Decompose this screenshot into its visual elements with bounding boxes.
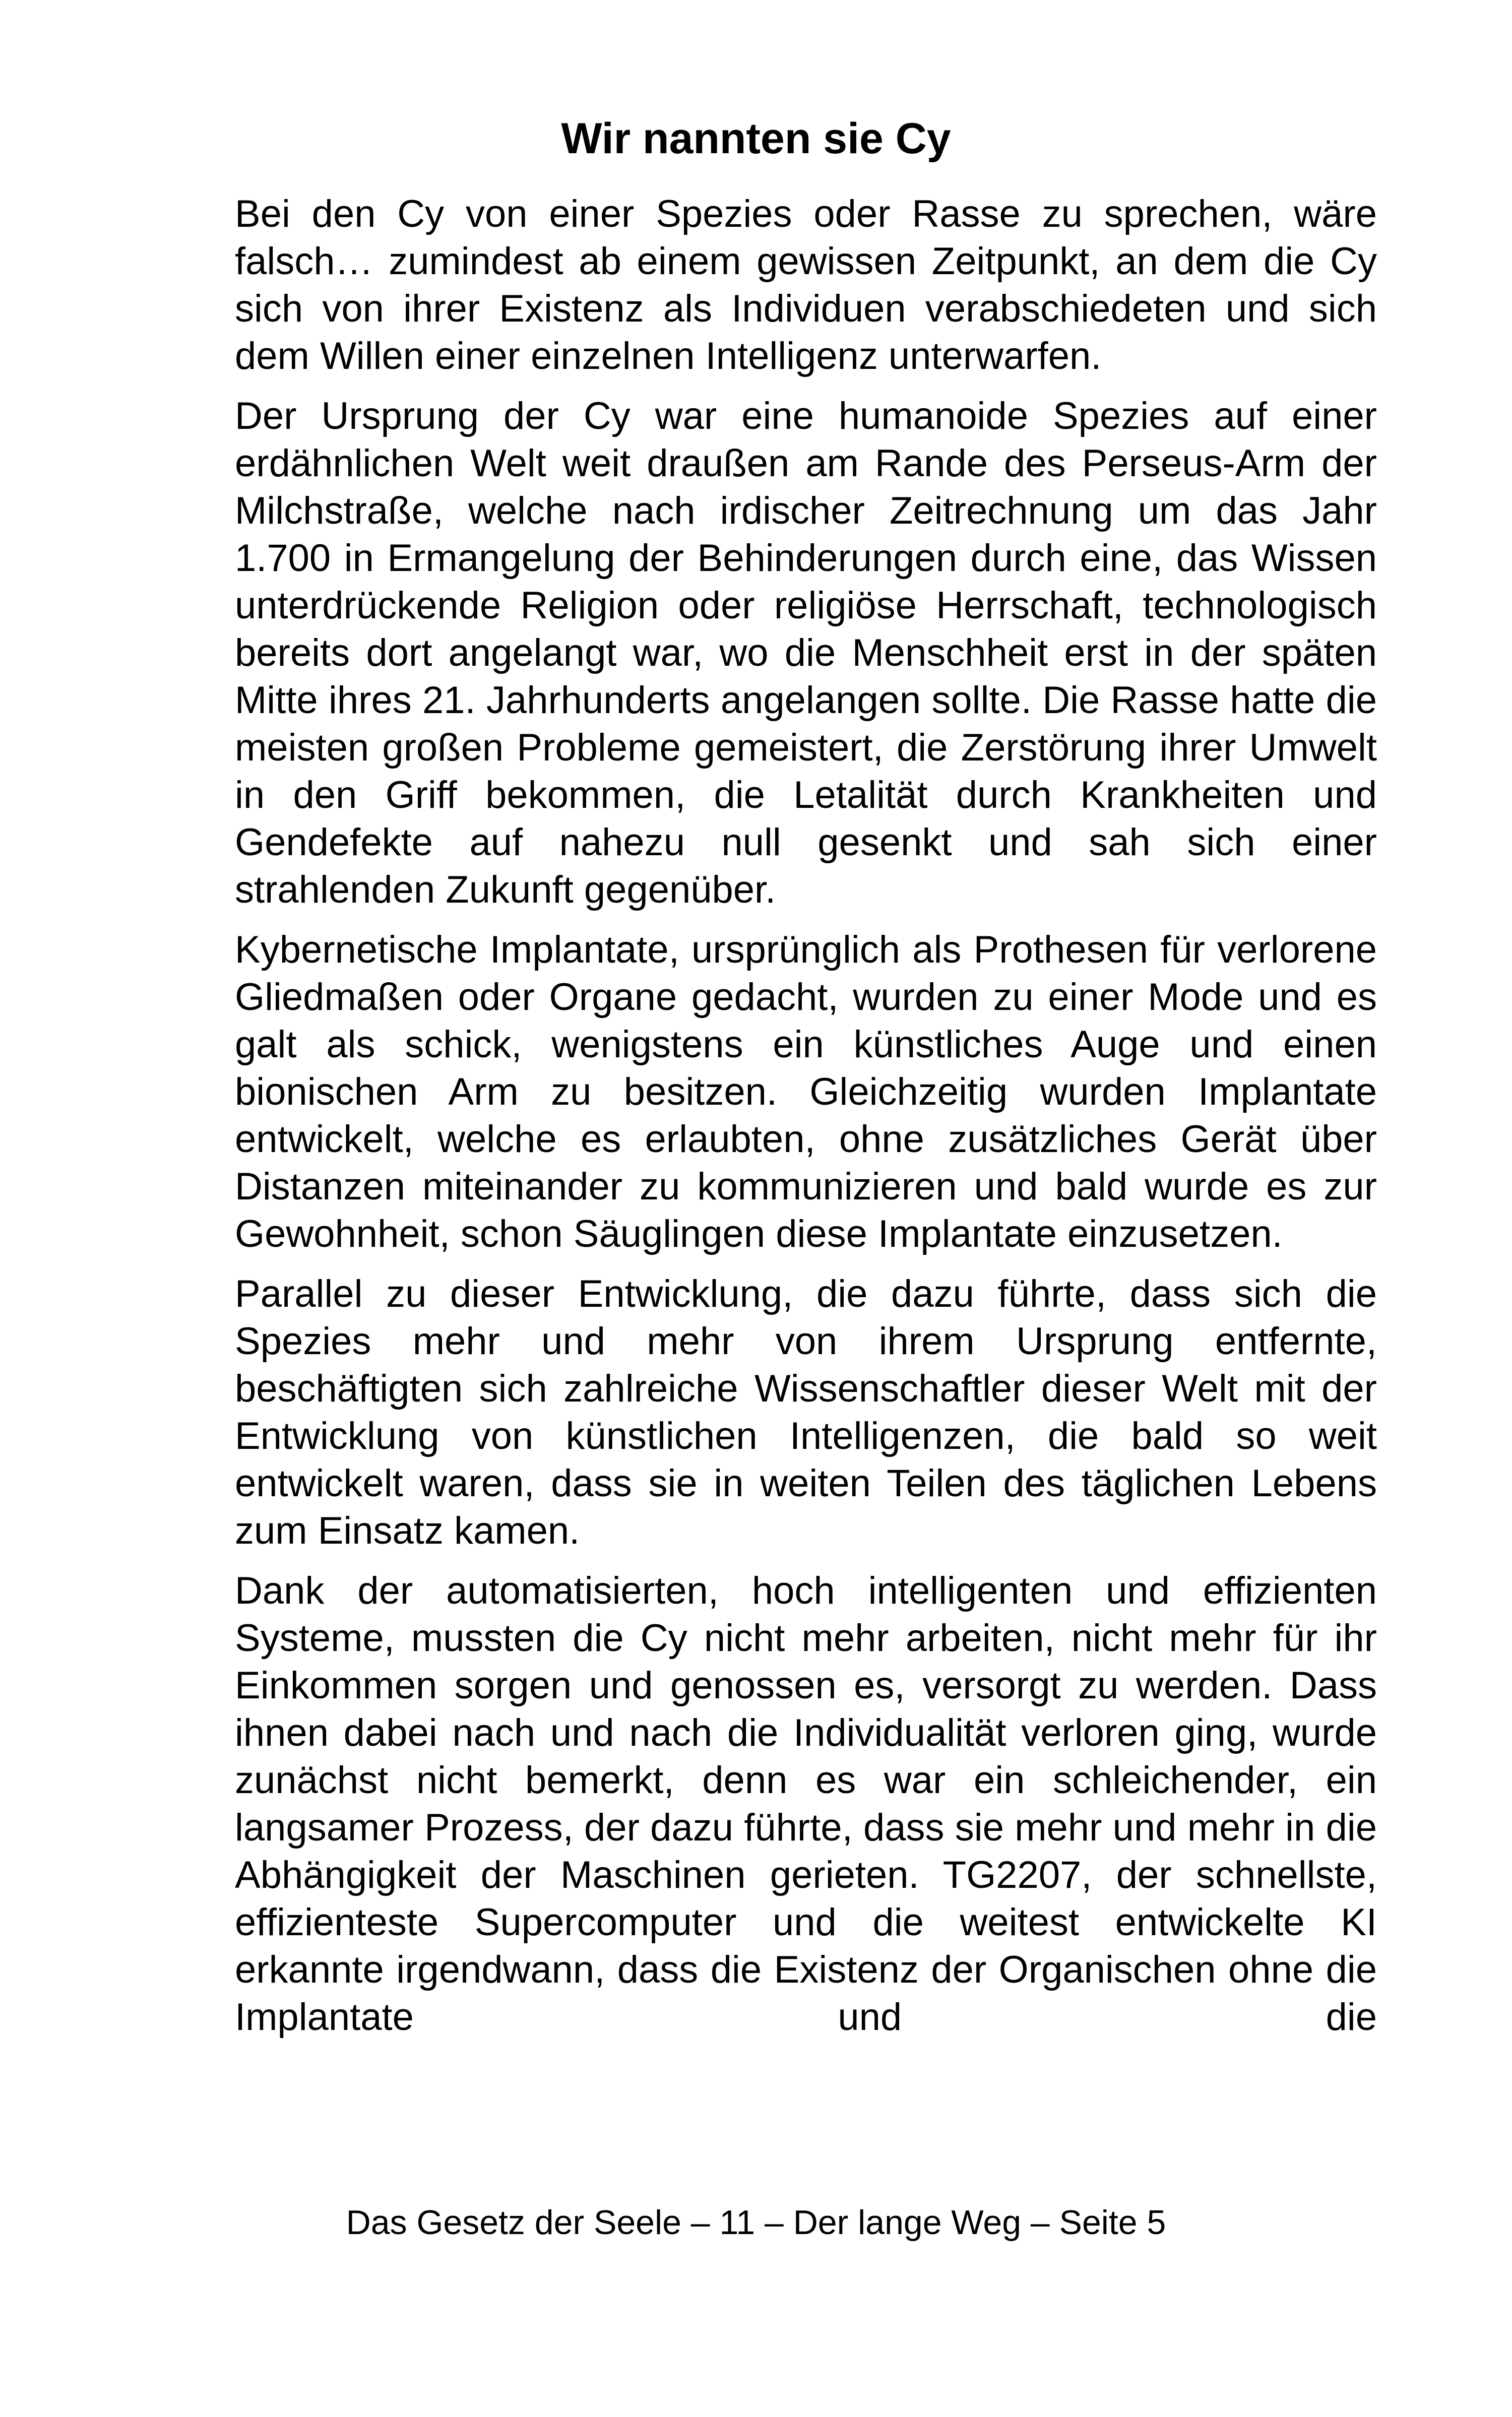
paragraph: Der Ursprung der Cy war eine humanoide Spezies auf einer erdähnlichen Welt weit draußen am Rande des Perseus-Arm der Milchstraße, welche nach irdischer Zeitrechnung um das Jahr 1.700 in Ermangelung der Behinderungen durch eine, das Wissen unterdrückende Religion oder religiöse Herrschaft, technologisch bereits dort angelangt war, wo die Menschheit erst in der späten Mitte ihres 21. Jahrhunderts angelangen sollte. Die Rasse hatte die meisten großen Probleme gemeistert, die Zerstörung ihrer Umwelt in den Griff bekommen, die Letalität durch Krankheiten und Gendefekte auf nahezu null gesenkt und sah sich einer strahlenden Zukunft gegenüber. (235, 395, 1377, 911)
page-footer: Das Gesetz der Seele – 11 – Der lange Weg – Seite 5 (346, 2203, 1166, 2242)
body-text (235, 190, 1377, 2041)
paragraph: Bei den Cy von einer Spezies oder Rasse zu sprechen, wäre falsch… zumindest ab einem gewissen Zeitpunkt, an dem die Cy sich von ihrer Existenz als Individuen verabschiedeten und sich dem Willen einer einzelnen Intelligenz unterwarfen. (235, 193, 1377, 377)
chapter-title: Wir nannten sie Cy (561, 114, 951, 163)
paragraph: Parallel zu dieser Entwicklung, die dazu führte, dass sich die Spezies mehr und mehr von ihrem Ursprung entfernte, beschäftigten sich zahlreiche Wissenschaftler dieser Welt mit der Entwicklung von künstlichen Intelligenzen, die bald so weit entwickelt waren, dass sie in weiten Teilen des täglichen Lebens zum Einsatz kamen. (235, 1273, 1377, 1552)
paragraph: Dank der automatisierten, hoch intelligenten und effizienten Systeme, mussten die Cy nicht mehr arbeiten, nicht mehr für ihr Einkommen sorgen und genossen es, versorgt zu werden. Dass ihnen dabei nach und nach die Individualität verloren ging, wurde zunächst nicht bemerkt, denn es war ein schleichender, ein langsamer Prozess, der dazu führte, dass sie mehr und mehr in die Abhängigkeit der Maschinen gerieten. TG2207, der schnellste, effizienteste Supercomputer und die weitest entwickelte KI erkannte irgendwann, dass die Existenz der Organischen ohne die Implantate und die (235, 1569, 1377, 2039)
paragraph: Kybernetische Implantate, ursprünglich als Prothesen für verlorene Gliedmaßen oder Organe gedacht, wurden zu einer Mode und es galt als schick, wenigstens ein künstliches Auge und einen bionischen Arm zu besitzen. Gleichzeitig wurden Implantate entwickelt, welche es erlaubten, ohne zusätzliches Gerät über Distanzen miteinander zu kommunizieren und bald wurde es zur Gewohnheit, schon Säuglingen diese Implantate einzusetzen. (235, 928, 1377, 1255)
